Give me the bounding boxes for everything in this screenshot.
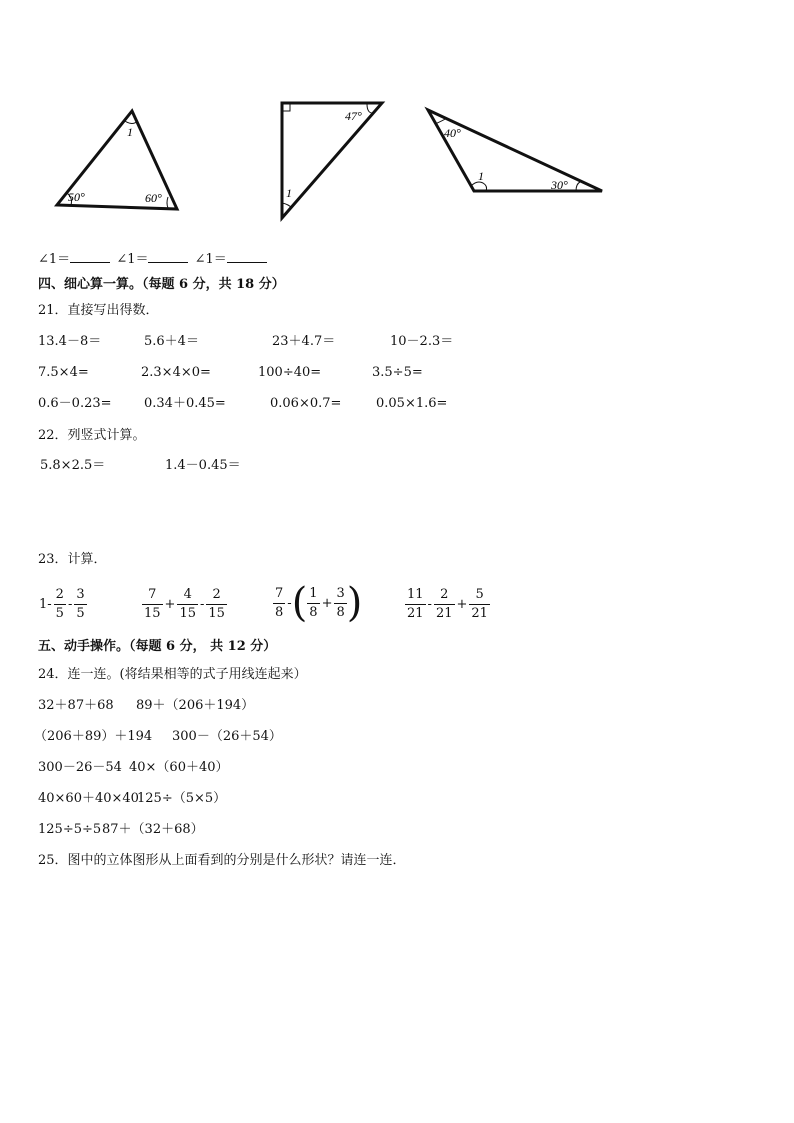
q21-item: 100÷40= <box>258 365 322 380</box>
triangle-1-label-c: 60° <box>145 191 162 205</box>
triangle-3-label-b: 1 <box>478 169 484 183</box>
triangle-3 <box>428 110 602 192</box>
fraction <box>334 586 346 621</box>
q23-expression-2 <box>141 587 228 622</box>
denominator: 15 <box>179 606 196 621</box>
triangle-1-label-a: 1 <box>127 125 133 139</box>
q24-right-item: 87＋（32＋68） <box>102 822 204 837</box>
answer-blank-3[interactable] <box>227 251 267 263</box>
triangles-figure <box>0 0 794 240</box>
fraction <box>142 587 163 622</box>
section-4-heading: 四、细心算一算。（每题 6 分，共 18 分） <box>38 277 285 292</box>
operator: - <box>67 597 73 612</box>
denominator: 5 <box>55 606 64 621</box>
q22-item: 1.4－0.45＝ <box>165 458 241 473</box>
denominator: 5 <box>76 606 85 621</box>
q21-item: 0.34＋0.45= <box>144 396 226 411</box>
q24-left-item: 125÷5÷5 <box>38 822 102 837</box>
triangle-3-label-c: 30° <box>551 178 568 192</box>
q21-title: 21．直接写出得数． <box>38 303 159 318</box>
q21-item: 2.3×4×0= <box>141 365 211 380</box>
denominator: 8 <box>275 604 284 620</box>
q23-expression-3 <box>272 580 363 626</box>
triangle-1-label-b: 50° <box>68 190 85 204</box>
denominator: 15 <box>144 606 161 621</box>
fraction <box>469 587 490 622</box>
q21-item: 0.05×1.6= <box>376 396 448 411</box>
right-parenthesis: ) <box>346 580 363 626</box>
denominator: 21 <box>471 606 488 621</box>
angle-prefix: ∠1＝ <box>116 252 149 267</box>
triangle-2-label-a: 47° <box>345 109 362 123</box>
triangle-1 <box>57 111 177 209</box>
q24-right-item: 40×（60＋40） <box>129 760 229 775</box>
q23-expression-4 <box>404 587 491 622</box>
triangle-2-label-b: 1 <box>286 186 292 200</box>
q24-right-item: 300－（26＋54） <box>172 729 282 744</box>
q21-item: 5.6＋4＝ <box>144 334 199 349</box>
left-parenthesis: ( <box>291 580 308 626</box>
numerator: 2 <box>434 587 455 605</box>
q25-title: 25．图中的立体图形从上面看到的分别是什么形状？请连一连． <box>38 853 406 868</box>
denominator: 21 <box>407 606 424 621</box>
fraction <box>434 587 455 622</box>
operator: - <box>200 597 205 612</box>
operator: - <box>427 597 432 612</box>
fraction <box>307 586 319 621</box>
fraction <box>74 587 86 622</box>
numerator: 5 <box>469 587 490 605</box>
q24-left-item: 32＋87＋68 <box>38 698 114 713</box>
numerator: 4 <box>177 587 198 605</box>
operator: + <box>164 597 176 612</box>
angle-answer-row <box>38 251 269 268</box>
numerator: 3 <box>74 587 86 605</box>
fraction <box>54 587 66 622</box>
q21-item: 10－2.3＝ <box>390 334 454 349</box>
denominator: 15 <box>208 606 225 621</box>
answer-blank-2[interactable] <box>148 251 188 263</box>
q24-right-item: 125÷（5×5） <box>137 791 227 806</box>
numerator: 1 <box>307 586 319 604</box>
fraction <box>273 586 285 621</box>
denominator: 21 <box>435 606 453 621</box>
triangle-2 <box>282 103 382 218</box>
fraction <box>405 587 426 622</box>
denominator: 8 <box>336 604 345 620</box>
q23-title: 23．计算． <box>38 552 107 567</box>
q21-item: 23＋4.7＝ <box>272 334 336 349</box>
numerator: 3 <box>334 586 346 604</box>
q21-item: 7.5×4= <box>38 365 89 380</box>
numerator: 7 <box>142 587 163 605</box>
numerator: 7 <box>273 586 285 604</box>
q24-left-item: （206＋89）＋194 <box>34 729 153 744</box>
fraction <box>206 587 227 622</box>
operator: + <box>321 595 333 611</box>
angle-prefix: ∠1＝ <box>38 252 71 267</box>
numerator: 2 <box>54 587 66 605</box>
expr-lead: 1- <box>39 597 52 612</box>
q24-title: 24．连一连。(将结果相等的式子用线连起来） <box>38 667 307 682</box>
triangle-3-label-a: 40° <box>444 126 461 140</box>
denominator: 8 <box>309 604 318 620</box>
q23-expression-1 <box>38 587 88 622</box>
q21-item: 0.6－0.23= <box>38 396 112 411</box>
numerator: 11 <box>405 587 426 605</box>
q24-left-item: 300－26－54 <box>38 760 122 775</box>
q21-item: 3.5÷5= <box>372 365 423 380</box>
angle-prefix: ∠1＝ <box>194 252 227 267</box>
q22-item: 5.8×2.5＝ <box>40 458 106 473</box>
q21-item: 13.4－8＝ <box>38 334 102 349</box>
operator: + <box>456 597 468 612</box>
operator: - <box>287 595 292 611</box>
q24-right-item: 89＋（206＋194） <box>136 698 255 713</box>
section-5-heading: 五、动手操作。（每题 6 分， 共 12 分） <box>38 639 277 654</box>
answer-blank-1[interactable] <box>70 251 110 263</box>
q21-item: 0.06×0.7= <box>270 396 342 411</box>
numerator: 2 <box>206 587 227 605</box>
q24-left-item: 40×60＋40×40 <box>38 791 139 806</box>
fraction <box>177 587 198 622</box>
q22-title: 22．列竖式计算。 <box>38 428 146 443</box>
